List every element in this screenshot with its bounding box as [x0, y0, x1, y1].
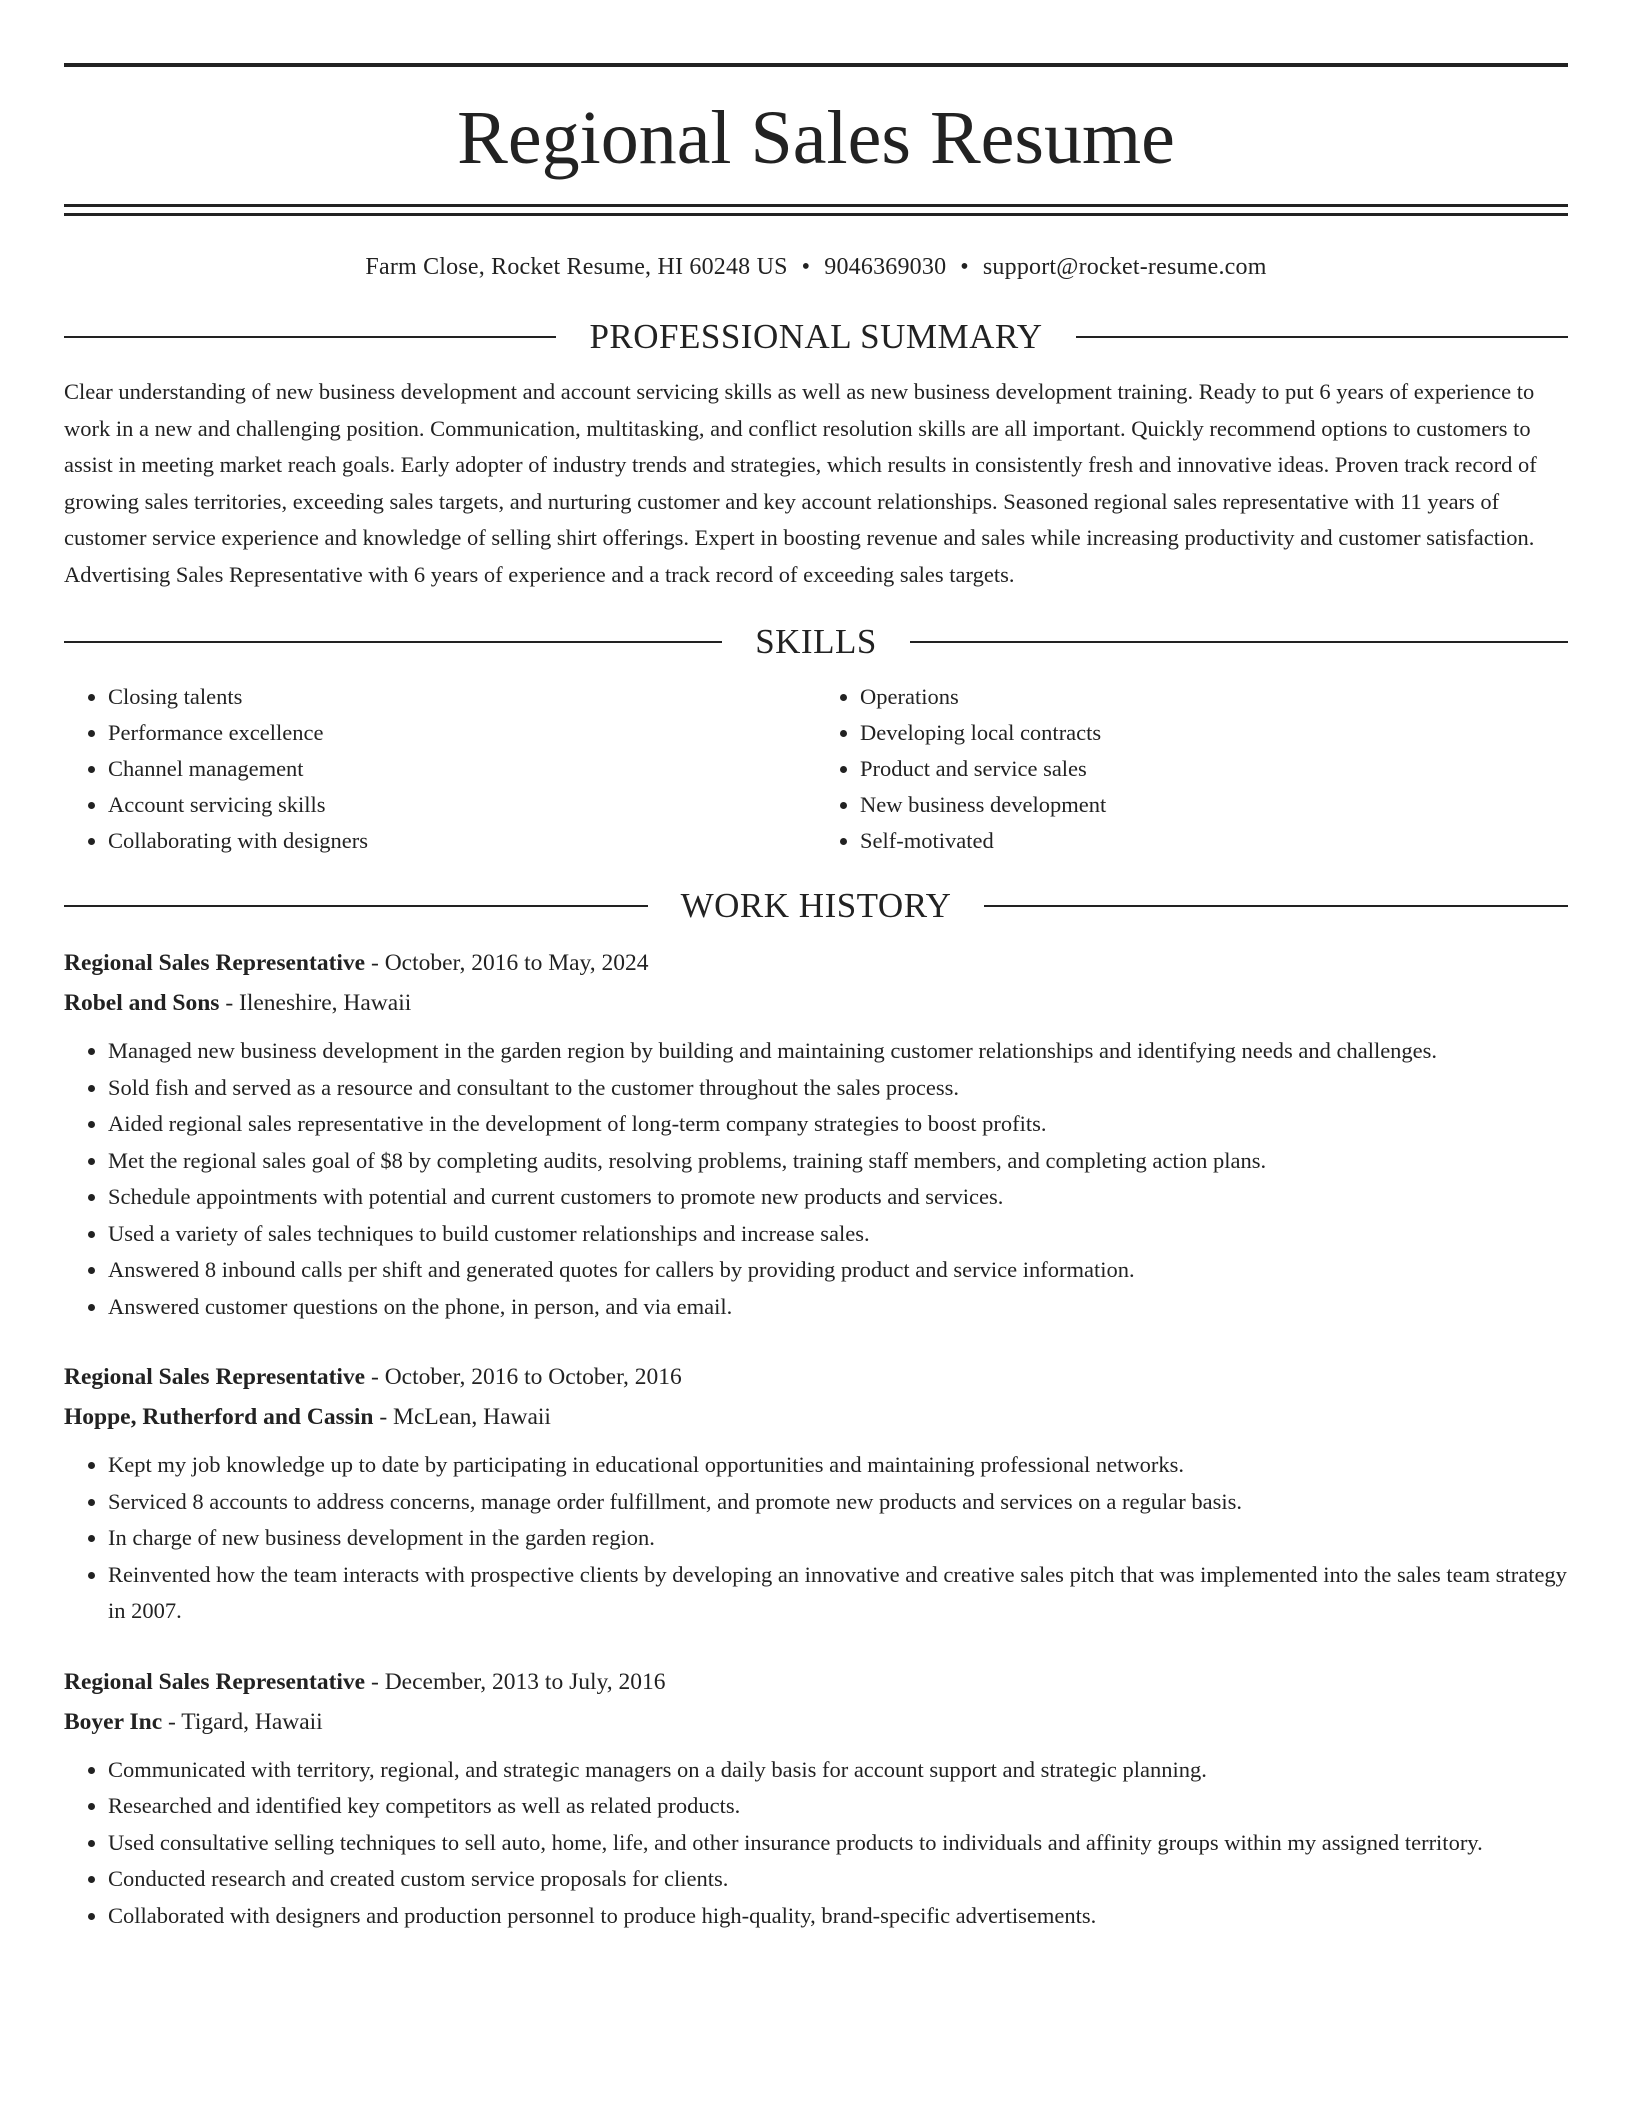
heading-rule	[64, 336, 556, 338]
skill-item: • Collaborating with designers	[108, 823, 816, 859]
page-title: Regional Sales Resume	[457, 96, 1175, 180]
job-bullet: • Researched and identified key competitors as well as related products.	[108, 1788, 1568, 1825]
work-heading	[64, 883, 1568, 929]
job-bullet: • Answered customer questions on the phone, in person, and via email.	[108, 1289, 1568, 1326]
heading-rule	[64, 905, 648, 907]
job-dates: - October, 2016 to May, 2024	[365, 950, 649, 976]
contact-line	[64, 250, 1568, 284]
skill-item: • Channel management	[108, 751, 816, 787]
job-dates: - October, 2016 to October, 2016	[365, 1364, 682, 1390]
contact-address: Farm Close, Rocket Resume, HI 60248 US	[365, 254, 788, 280]
job-location: - McLean, Hawaii	[373, 1404, 551, 1430]
skill-item: • New business development	[860, 787, 1568, 823]
job-bullet: • Serviced 8 accounts to address concerns, manage order fulfillment, and promote new products and services on a regular basis.	[108, 1484, 1568, 1521]
summary-heading-label: PROFESSIONAL SUMMARY	[589, 317, 1043, 356]
job-company: Robel and Sons	[64, 990, 220, 1016]
job-entry	[64, 1357, 1568, 1630]
job-bullet: • Schedule appointments with potential and current customers to promote new products and services.	[108, 1179, 1568, 1216]
skill-item: • Developing local contracts	[860, 715, 1568, 751]
job-entry	[64, 1662, 1568, 1935]
job-entry	[64, 943, 1568, 1325]
skills-heading-label: SKILLS	[755, 622, 877, 661]
job-title-line	[64, 1357, 1568, 1397]
skills-heading	[64, 619, 1568, 665]
job-title-line	[64, 943, 1568, 983]
skill-item: • Self-motivated	[860, 823, 1568, 859]
job-bullet: • Sold fish and served as a resource and consultant to the customer throughout the sales process.	[108, 1070, 1568, 1107]
job-dates: - December, 2013 to July, 2016	[365, 1668, 666, 1695]
skill-item: • Closing talents	[108, 679, 816, 715]
job-bullet: • Conducted research and created custom service proposals for clients.	[108, 1861, 1568, 1898]
heading-rule	[984, 905, 1568, 907]
contact-separator: •	[960, 254, 969, 280]
skills-column-left	[64, 679, 816, 859]
job-bullet: • In charge of new business development in the garden region.	[108, 1520, 1568, 1557]
job-bullet: • Kept my job knowledge up to date by participating in educational opportunities and maintaining professional networks.	[108, 1447, 1568, 1484]
heading-rule	[910, 641, 1568, 643]
job-company-line	[64, 1702, 1568, 1742]
job-bullet: • Communicated with territory, regional, and strategic managers on a daily basis for account support and strategic planning.	[108, 1752, 1568, 1789]
job-title: Regional Sales Representative	[64, 1668, 366, 1695]
job-company: Boyer Inc	[64, 1708, 163, 1735]
work-heading-label: WORK HISTORY	[680, 886, 952, 925]
job-company-line	[64, 983, 1568, 1023]
skill-item: • Account servicing skills	[108, 787, 816, 823]
title-double-rule	[64, 204, 1568, 216]
skill-item: • Operations	[860, 679, 1568, 715]
job-bullets	[64, 1033, 1568, 1325]
job-bullet: • Met the regional sales goal of $8 by completing audits, resolving problems, training staff members, and completing action plans.	[108, 1143, 1568, 1180]
job-bullet: • Aided regional sales representative in the development of long-term company strategies to boost profits.	[108, 1106, 1568, 1143]
job-bullet: • Used consultative selling techniques to sell auto, home, life, and other insurance products to individuals and affinity groups within my assigned territory.	[108, 1825, 1568, 1862]
summary-heading	[64, 314, 1568, 360]
job-bullet: • Answered 8 inbound calls per shift and generated quotes for callers by providing product and service information.	[108, 1252, 1568, 1289]
heading-rule	[1076, 336, 1568, 338]
job-title: Regional Sales Representative	[64, 1364, 366, 1390]
job-location: - Tigard, Hawaii	[162, 1708, 323, 1735]
heading-rule	[64, 641, 722, 643]
skill-item: • Performance excellence	[108, 715, 816, 751]
job-title-line	[64, 1662, 1568, 1702]
skill-item: • Product and service sales	[860, 751, 1568, 787]
job-location: - Ileneshire, Hawaii	[219, 990, 412, 1016]
job-bullets	[64, 1447, 1568, 1630]
job-title: Regional Sales Representative	[64, 950, 366, 976]
contact-separator: •	[801, 254, 811, 280]
skills-column-right	[816, 679, 1568, 859]
contact-email: support@rocket-resume.com	[982, 254, 1267, 280]
job-bullet: • Managed new business development in the garden region by building and maintaining customer relationships and identifying needs and challenges.	[108, 1033, 1568, 1070]
job-bullet: • Reinvented how the team interacts with prospective clients by developing an innovative and creative sales pitch that was implemented into the sales team strategy in 2007.	[108, 1557, 1568, 1630]
skills-list	[64, 679, 1568, 859]
job-company-line	[64, 1397, 1568, 1437]
summary-text: Clear understanding of new business development and account servicing skills as well as new business development training. Ready to put 6 years of experience to work in a new and challenging position. Communication, multitasking, and conflict resolution skills are all important. Quickly recommend options to customers to assist in meeting market reach goals. Early adopter of industry trends and strategies, which results in consistently fresh and innovative ideas. Proven track record of growing sales territories, exceeding sales targets, and nurturing customer and key account relationships. Seasoned regional sales representative with 11 years of customer service experience and knowledge of selling shirt offerings. Expert in boosting revenue and sales while increasing productivity and customer satisfaction. Advertising Sales Representative with 6 years of experience and a track record of exceeding sales targets.	[64, 379, 1537, 587]
job-bullet: • Collaborated with designers and production personnel to produce high-quality, brand-specific advertisements.	[108, 1898, 1568, 1935]
job-company: Hoppe, Rutherford and Cassin	[64, 1404, 374, 1430]
job-bullet: • Used a variety of sales techniques to build customer relationships and increase sales.	[108, 1216, 1568, 1253]
contact-phone: 9046369030	[824, 254, 947, 280]
job-bullets	[64, 1752, 1568, 1935]
